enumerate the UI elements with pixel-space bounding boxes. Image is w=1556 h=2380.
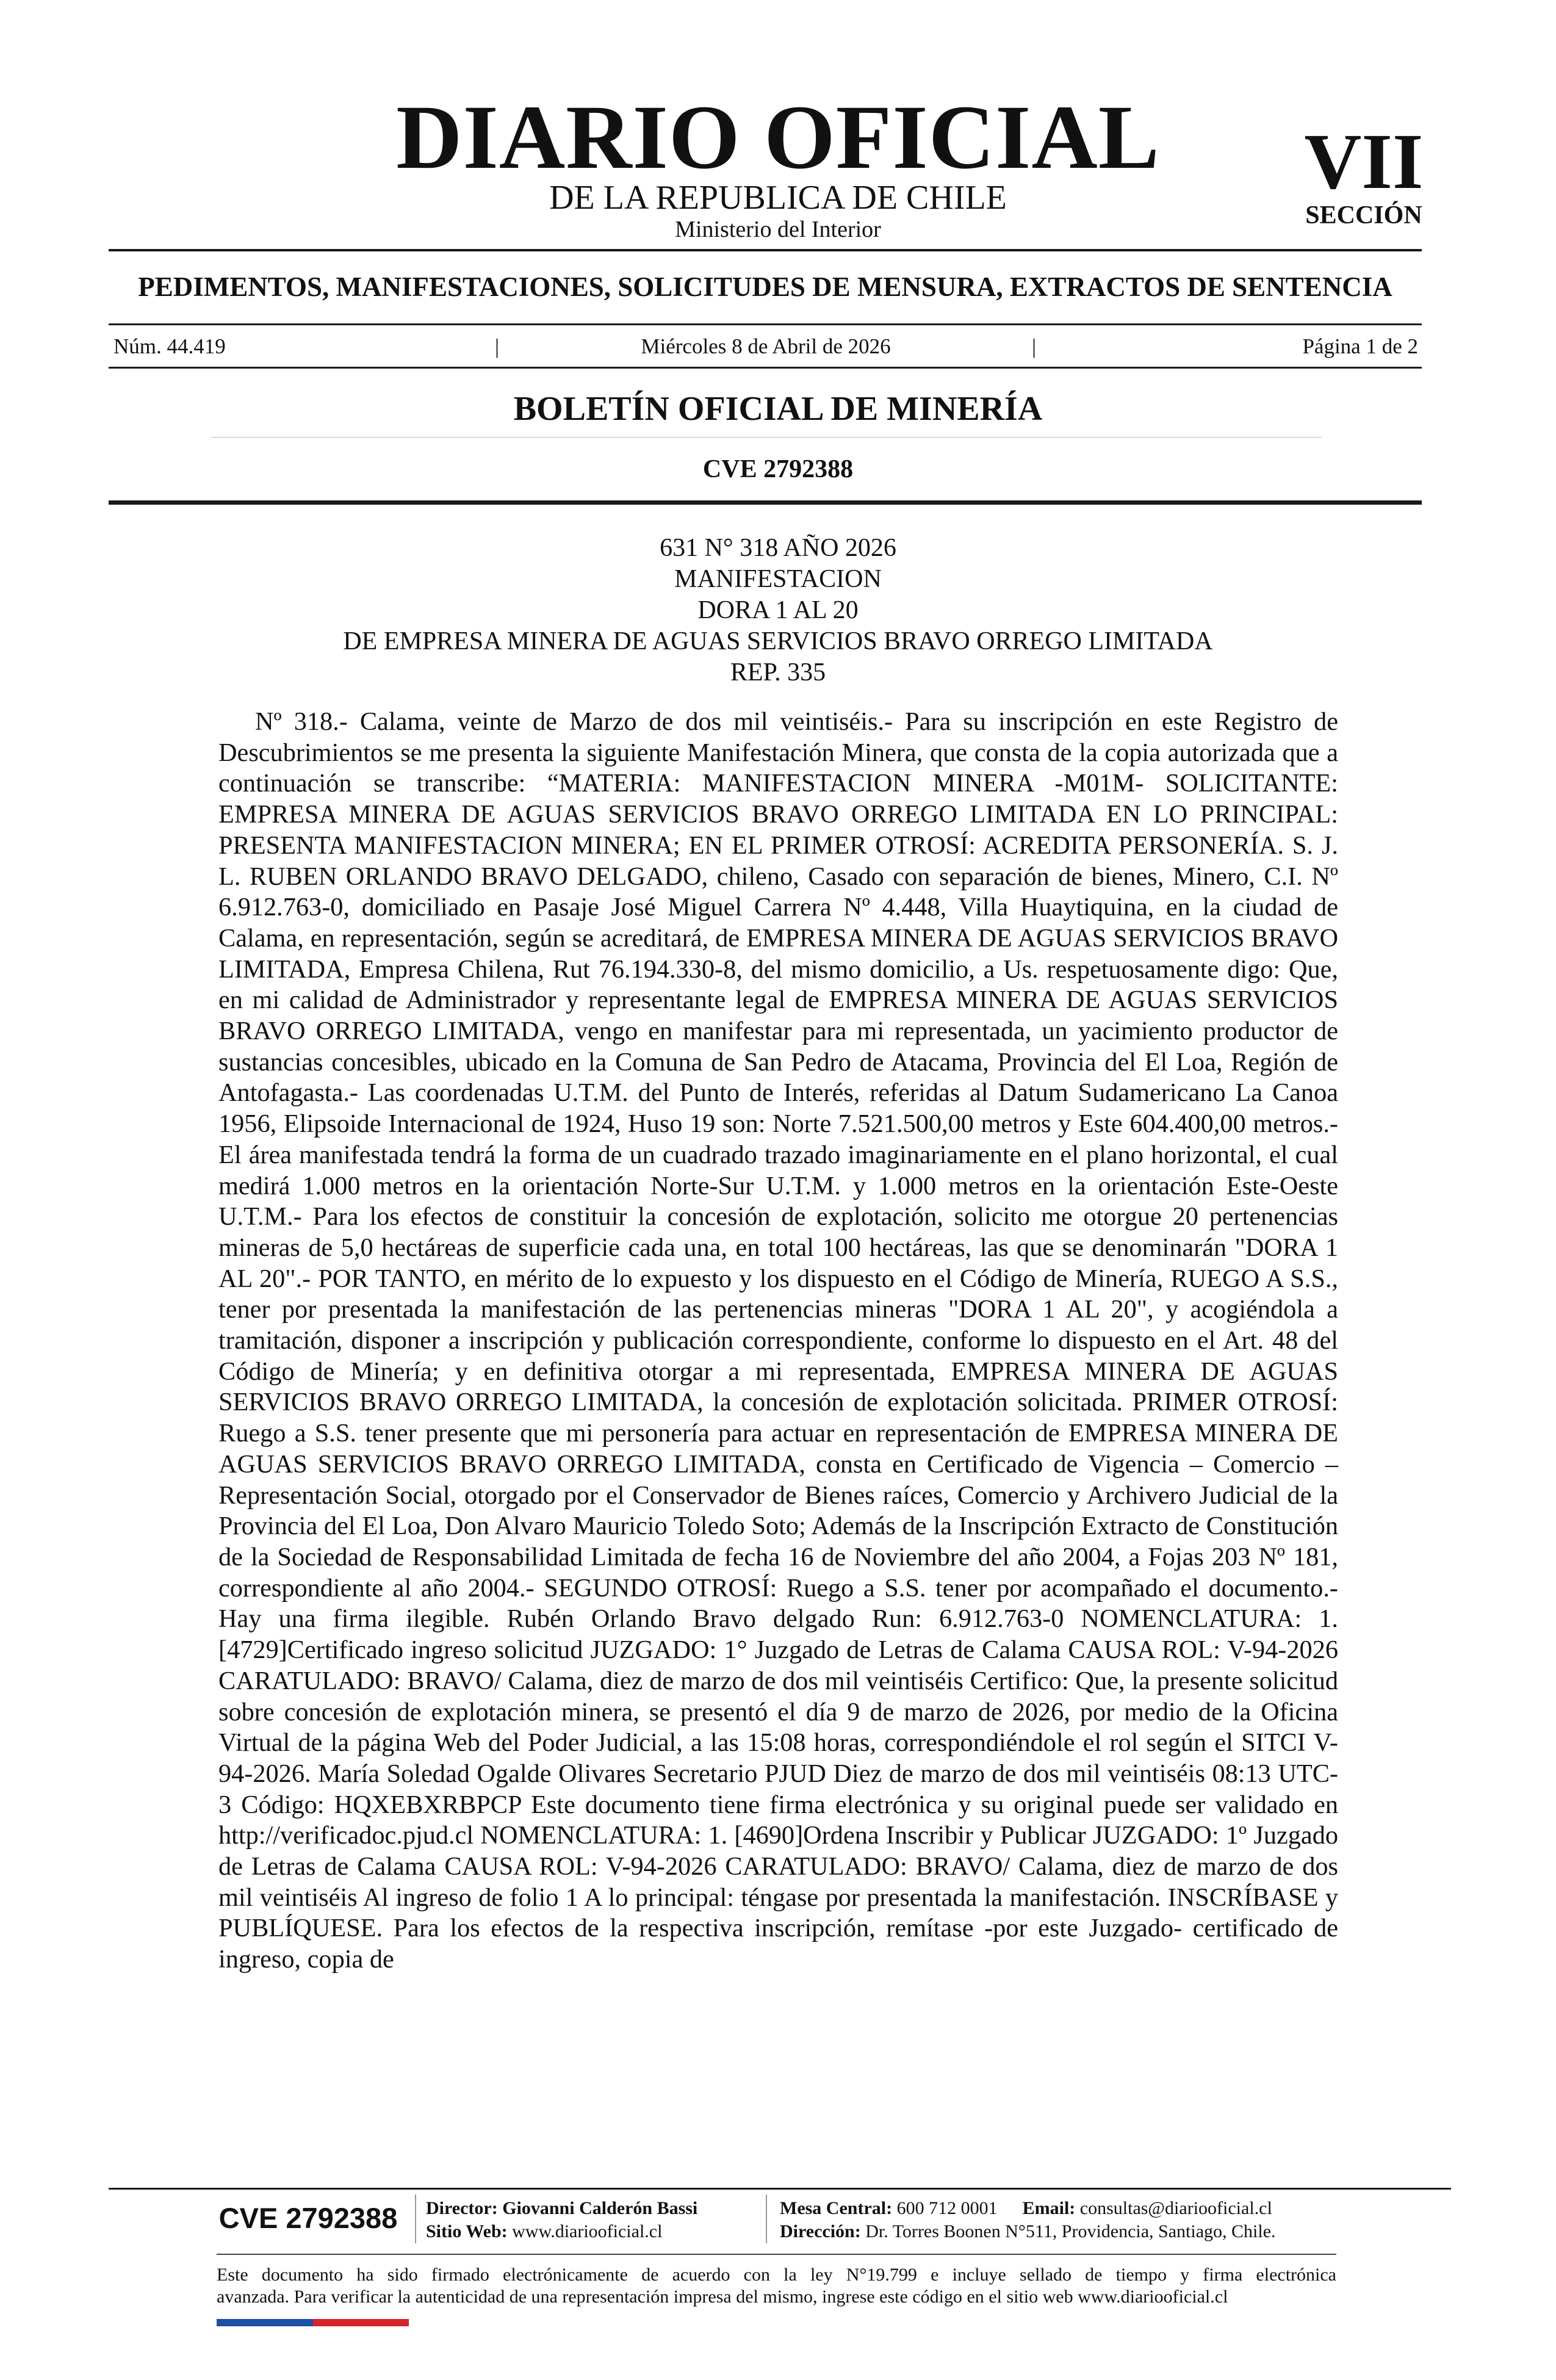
phone-label: Mesa Central:: [780, 2198, 893, 2218]
heading-line: DE EMPRESA MINERA DE AGUAS SERVICIOS BRAVO ORREGO LIMITADA: [343, 627, 1213, 655]
cve-divider: [109, 500, 1422, 505]
footer-director: [426, 2197, 697, 2220]
section-label: SECCIÓN: [1305, 201, 1422, 229]
footer-address: [780, 2220, 1276, 2243]
phone-value: 600 712 0001: [896, 2198, 998, 2218]
site-label: Sitio Web:: [426, 2221, 508, 2241]
flag-red-stripe: [313, 2319, 409, 2326]
masthead-title: DIARIO OFICIAL: [396, 87, 1160, 188]
address-label: Dirección:: [780, 2221, 861, 2241]
address-value: Dr. Torres Boonen N°511, Providencia, Santiago, Chile.: [865, 2221, 1276, 2241]
footer-divider: [109, 2188, 1451, 2190]
body-text: Nº 318.- Calama, veinte de Marzo de dos mil veintiséis.- Para su inscripción en este Registro de Descubrimientos se me presenta la siguiente Manifestación Minera, que consta de la copia autorizada que a continuación se transcribe: “MATERIA: MANIFESTACION MINERA -M01M- SOLICITANTE: EMPRESA MINERA DE AGUAS SERVICIOS BRAVO ORREGO LIMITADA EN LO PRINCIPAL: PRESENTA MANIFESTACION MINERA; EN EL PRIMER OTROSÍ: ACREDITA PERSONERÍA. S. J. L. RUBEN ORLANDO BRAVO DELGADO, chileno, Casado con separación de bienes, Minero, C.I. Nº 6.912.763-0, domiciliado en Pasaje José Miguel Carrera Nº 4.448, Villa Huaytiquina, en la ciudad de Calama, en representación, según se acreditará, de EMPRESA MINERA DE AGUAS SERVICIOS BRAVO LIMITADA, Empresa Chilena, Rut 76.194.330-8, del mismo domicilio, a Us. respetuosamente digo: Que, en mi calidad de Administrador y representante legal de EMPRESA MINERA DE AGUAS SERVICIOS BRAVO ORREGO LIMITADA, vengo en manifestar para mi representada, un yacimiento productor de sustancias concesibles, ubicado en la Comuna de San Pedro de Atacama, Provincia del El Loa, Región de Antofagasta.- Las coordenadas U.T.M. del Punto de Interés, referidas al Datum Sudamericano La Canoa 1956, Elipsoide Internacional de 1924, Huso 19 son: Norte 7.521.500,00 metros y Este 604.400,00 metros.- El área manifestada tendrá la forma de un cuadrado trazado imaginariamente en el plano horizontal, el cual medirá 1.000 metros en la orientación Norte-Sur U.T.M. y 1.000 metros en la orientación Este-Oeste U.T.M.- Para los efectos de constituir la concesión de explotación, solicito me otorgue 20 pertenencias mineras de 5,0 hectáreas de superficie cada una, en total 100 hectáreas, las que se denominarán "DORA 1 AL 20".- POR TANTO, en mérito de lo expuesto y los dispuesto en el Código de Minería, RUEGO A S.S., tener por presentada la manifestación de las pertenencias mineras "DORA 1 AL 20", y acogiéndola a tramitación, disponer a inscripción y publicación correspondiente, conforme lo dispuesto en el Art. 48 del Código de Minería; y en definitiva otorgar a mi representada, EMPRESA MINERA DE AGUAS SERVICIOS BRAVO ORREGO LIMITADA, la concesión de explotación solicitada. PRIMER OTROSÍ: Ruego a S.S. tener presente que mi personería para actuar en representación de EMPRESA MINERA DE AGUAS SERVICIOS BRAVO ORREGO LIMITADA, consta en Certificado de Vigencia – Comercio – Representación Social, otorgado por el Conservador de Bienes raíces, Comercio y Archivero Judicial de la Provincia del El Loa, Don Alvaro Mauricio Toledo Soto; Además de la Inscripción Extracto de Constitución de la Sociedad de Responsabilidad Limitada de fecha 16 de Noviembre del año 2004, a Fojas 203 Nº 181, correspondiente al año 2004.- SEGUNDO OTROSÍ: Ruego a S.S. tener por acompañado el documento.- Hay una firma ilegible. Rubén Orlando Bravo delgado Run: 6.912.763-0 NOMENCLATURA: 1. [4729]Certificado ingreso solicitud JUZGADO: 1° Juzgado de Letras de Calama CAUSA ROL: V-94-2026 CARATULADO: BRAVO/ Calama, diez de marzo de dos mil veintiséis Certifico: Que, la presente solicitud sobre concesión de explotación minera, se presentó el día 9 de marzo de 2026, por medio de la Oficina Virtual de la página Web del Poder Judicial, a las 15:08 horas, correspondiéndole el rol según el SITCI V-94-2026. María Soledad Ogalde Olivares Secretario PJUD Diez de marzo de dos mil veintiséis 08:13 UTC-3 Código: HQXEBXRBPCP Este documento tiene firma electrónica y su original puede ser validado en http://verificadoc.pjud.cl NOMENCLATURA: 1. [4690]Ordena Inscribir y Publicar JUZGADO: 1º Juzgado de Letras de Calama CAUSA ROL: V-94-2026 CARATULADO: BRAVO/ Calama, diez de marzo de dos mil veintiséis Al ingreso de folio 1 A lo principal: téngase por presentada la manifestación. INSCRÍBASE y PUBLÍQUESE. Para los efectos de la respectiva inscripción, remítase -por este Juzgado- certificado de ingreso, copia de: [218, 707, 1338, 1974]
cve-code: CVE 2792388: [702, 455, 854, 483]
issue-bar: [113, 334, 1418, 359]
footer-contact: [780, 2197, 1272, 2220]
heading-line: 631 N° 318 AÑO 2026: [660, 534, 896, 562]
email-label: Email:: [1022, 2198, 1076, 2218]
footer-separator: [415, 2194, 416, 2243]
bulletin-title: BOLETÍN OFICIAL DE MINERÍA: [513, 390, 1043, 428]
heading-line: DORA 1 AL 20: [697, 596, 859, 624]
flag-blue-stripe: [217, 2319, 313, 2326]
footer-separator: [766, 2194, 767, 2243]
footer-legal-divider: [217, 2254, 1336, 2255]
bulletin-divider: [211, 437, 1322, 438]
issue-separator: |: [1032, 334, 1037, 358]
director-name: Giovanni Calderón Bassi: [502, 2198, 698, 2218]
masthead-subtitle: DE LA REPUBLICA DE CHILE: [549, 179, 1007, 217]
footer-site: [426, 2220, 662, 2243]
director-label: Director:: [426, 2198, 498, 2218]
header-divider: [109, 249, 1422, 251]
site-link[interactable]: www.diariooficial.cl: [512, 2221, 663, 2241]
issue-number: Núm. 44.419: [113, 334, 226, 358]
category-line: PEDIMENTOS, MANIFESTACIONES, SOLICITUDES DE MENSURA, EXTRACTOS DE SENTENCIA: [138, 272, 1392, 302]
section-number: VII: [1304, 118, 1424, 206]
email-link[interactable]: consultas@diariooficial.cl: [1079, 2198, 1272, 2218]
category-divider: [109, 323, 1422, 325]
flag-bar: [217, 2319, 409, 2326]
issue-separator: |: [495, 334, 500, 358]
issue-date: Miércoles 8 de Abril de 2026: [641, 334, 891, 358]
heading-line: MANIFESTACION: [674, 565, 882, 593]
footer-legal-line: avanzada. Para verificar la autenticidad de una representación impresa del mismo, ingrese este código en el sitio web www.diariooficial.cl: [217, 2287, 1228, 2307]
footer-legal-line: Este documento ha sido firmado electrónicamente de acuerdo con la ley N°19.799 e incluye sellado de tiempo y firma electrónica: [217, 2265, 1336, 2285]
masthead-ministry: Ministerio del Interior: [675, 217, 881, 242]
heading-line: REP. 335: [730, 658, 826, 687]
issue-page: Página 1 de 2: [1302, 334, 1418, 358]
footer-cve: CVE 2792388: [218, 2202, 398, 2234]
issue-divider: [109, 367, 1422, 369]
